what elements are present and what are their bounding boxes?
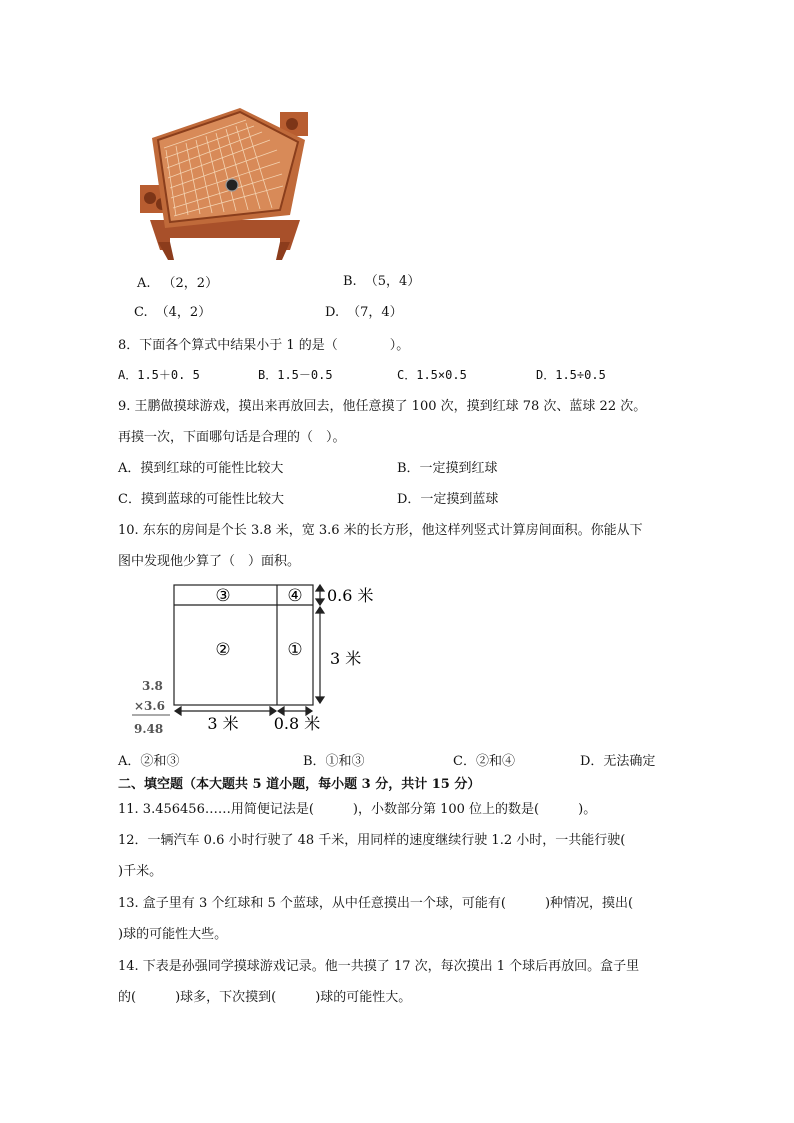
q8-option-a[interactable]: A．1.5＋0. 5 xyxy=(118,368,200,382)
q14-line1: 14. 下表是孙强同学摸球游戏记录。他一共摸了 17 次，每次摸出 1 个球后再放回。盒子里 xyxy=(118,959,640,974)
option-text: （5，4） xyxy=(364,274,421,289)
q9-option-d[interactable]: D．一定摸到蓝球 xyxy=(397,492,499,507)
calc-line-2: ×3.6 xyxy=(134,699,165,713)
dimension-bottom-right: 0.8 米 xyxy=(273,714,321,733)
option-letter: C. xyxy=(134,305,148,320)
dimension-bottom-left: 3 米 xyxy=(207,714,239,733)
q11-text: 11. 3.456456……用简便记法是( )，小数部分第 100 位上的数是( )。 xyxy=(118,802,597,817)
region-2-label: ② xyxy=(215,640,231,660)
option-text: （4，2） xyxy=(155,305,212,320)
option-letter: D. xyxy=(325,305,340,320)
q7-option-d[interactable] xyxy=(325,301,403,320)
region-1-label: ① xyxy=(287,640,303,660)
option-letter: A. xyxy=(137,276,151,291)
q9-stem-line1: 9. 王鹏做摸球游戏，摸出来再放回去，他任意摸了 100 次，摸到红球 78 次、蓝球 22 次。 xyxy=(118,399,647,414)
q8-option-b[interactable]: B．1.5－0.5 xyxy=(258,368,333,382)
q10-option-c[interactable]: C．②和④ xyxy=(453,754,515,769)
q12-line2: )千米。 xyxy=(118,864,163,879)
option-letter: B. xyxy=(343,274,357,289)
q8-option-d[interactable]: D．1.5÷0.5 xyxy=(536,368,606,382)
calc-result: 9.48 xyxy=(134,722,164,736)
q7-option-a[interactable] xyxy=(137,272,218,291)
area-diagram xyxy=(130,578,390,740)
q8-option-c[interactable]: C．1.5×0.5 xyxy=(397,368,467,382)
q10-option-a[interactable]: A．②和③ xyxy=(118,754,180,769)
q14-line2: 的( )球多，下次摸到( )球的可能性大。 xyxy=(118,990,412,1005)
q9-option-c[interactable]: C．摸到蓝球的可能性比较大 xyxy=(118,492,284,507)
q7-option-b[interactable] xyxy=(343,270,420,289)
q10-option-d[interactable]: D．无法确定 xyxy=(580,754,656,769)
q13-line2: )球的可能性大些。 xyxy=(118,927,228,942)
dimension-right: 3 米 xyxy=(330,649,362,668)
option-text: （2，2） xyxy=(162,276,219,291)
section-heading: 二、填空题（本大题共 5 道小题，每小题 3 分，共计 15 分） xyxy=(118,777,481,792)
q9-option-b[interactable]: B．一定摸到红球 xyxy=(397,461,498,476)
region-4-label: ④ xyxy=(287,586,303,606)
q12-line1: 12．一辆汽车 0.6 小时行驶了 48 千米，用同样的速度继续行驶 1.2 小时，一共能行驶( xyxy=(118,833,626,848)
calc-line-1: 3.8 xyxy=(142,679,163,693)
dimension-top-right: 0.6 米 xyxy=(327,586,374,605)
q9-stem-line2: 再摸一次，下面哪句话是合理的（ ）。 xyxy=(118,430,346,445)
chessboard-image xyxy=(140,100,310,260)
region-3-label: ③ xyxy=(215,586,231,606)
q10-option-b[interactable]: B．①和③ xyxy=(303,754,365,769)
q8-stem: 8．下面各个算式中结果小于 1 的是（ ）。 xyxy=(118,338,410,353)
q10-stem-line2: 图中发现他少算了（ ）面积。 xyxy=(118,554,301,569)
q9-option-a[interactable]: A．摸到红球的可能性比较大 xyxy=(118,461,284,476)
q10-stem-line1: 10. 东东的房间是个长 3.8 米，宽 3.6 米的长方形，他这样列竖式计算房间面积。你能从下 xyxy=(118,523,643,538)
option-text: （7，4） xyxy=(347,305,403,320)
q13-line1: 13. 盒子里有 3 个红球和 5 个蓝球，从中任意摸出一个球，可能有( )种情况，摸出( xyxy=(118,896,634,911)
q7-option-c[interactable] xyxy=(134,301,211,320)
